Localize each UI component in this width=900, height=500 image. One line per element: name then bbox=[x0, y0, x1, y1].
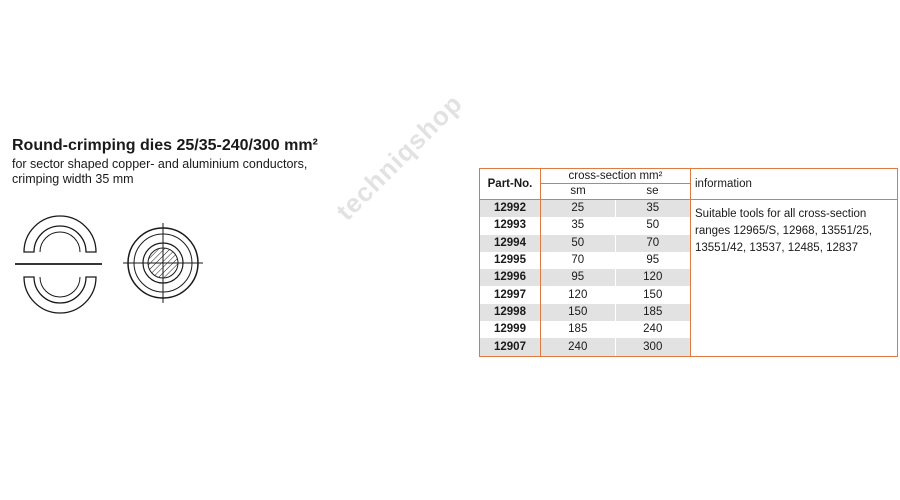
subtitle-line-1: for sector shaped copper- and aluminium conductors, bbox=[12, 157, 308, 171]
sm-cell: 70 bbox=[541, 252, 616, 269]
se-cell: 240 bbox=[615, 321, 691, 338]
se-cell: 120 bbox=[615, 269, 691, 286]
part-no-cell: 12999 bbox=[480, 321, 541, 338]
se-cell: 150 bbox=[615, 286, 691, 303]
information-line: Suitable tools for all cross-section bbox=[695, 208, 867, 220]
se-cell: 35 bbox=[615, 200, 691, 218]
sm-cell: 185 bbox=[541, 321, 616, 338]
se-cell: 185 bbox=[615, 304, 691, 321]
sm-cell: 150 bbox=[541, 304, 616, 321]
part-no-cell: 12996 bbox=[480, 269, 541, 286]
part-no-cell: 12907 bbox=[480, 338, 541, 356]
sm-cell: 240 bbox=[541, 338, 616, 356]
information-cell bbox=[691, 200, 898, 357]
header-information: information bbox=[691, 169, 898, 200]
part-no-cell: 12995 bbox=[480, 252, 541, 269]
part-no-cell: 12997 bbox=[480, 286, 541, 303]
part-no-cell: 12993 bbox=[480, 217, 541, 234]
se-cell: 70 bbox=[615, 235, 691, 252]
header-sm: sm bbox=[541, 184, 616, 200]
table-row bbox=[480, 200, 898, 218]
se-cell: 50 bbox=[615, 217, 691, 234]
information-line: ranges 12965/S, 12968, 13551/25, bbox=[695, 225, 873, 237]
parts-table bbox=[479, 168, 898, 357]
sm-cell: 50 bbox=[541, 235, 616, 252]
assembled-die-icon bbox=[123, 223, 203, 303]
header-cross-section: cross-section mm² bbox=[541, 169, 691, 184]
sm-cell: 25 bbox=[541, 200, 616, 218]
die-halves-icon bbox=[15, 216, 102, 313]
information-line: 13551/42, 13537, 12485, 12837 bbox=[695, 242, 859, 254]
subtitle-line-2: crimping width 35 mm bbox=[12, 172, 134, 186]
sm-cell: 95 bbox=[541, 269, 616, 286]
table-header-row bbox=[480, 169, 898, 184]
watermark: techniqshop bbox=[330, 87, 469, 227]
se-cell: 300 bbox=[615, 338, 691, 356]
page-title: Round-crimping dies 25/35-240/300 mm² bbox=[12, 137, 318, 154]
part-no-cell: 12994 bbox=[480, 235, 541, 252]
header-part-no: Part-No. bbox=[480, 169, 541, 200]
sm-cell: 120 bbox=[541, 286, 616, 303]
header-se: se bbox=[615, 184, 691, 200]
se-cell: 95 bbox=[615, 252, 691, 269]
crimping-die-drawing bbox=[10, 205, 210, 315]
part-no-cell: 12998 bbox=[480, 304, 541, 321]
sm-cell: 35 bbox=[541, 217, 616, 234]
part-no-cell: 12992 bbox=[480, 200, 541, 218]
